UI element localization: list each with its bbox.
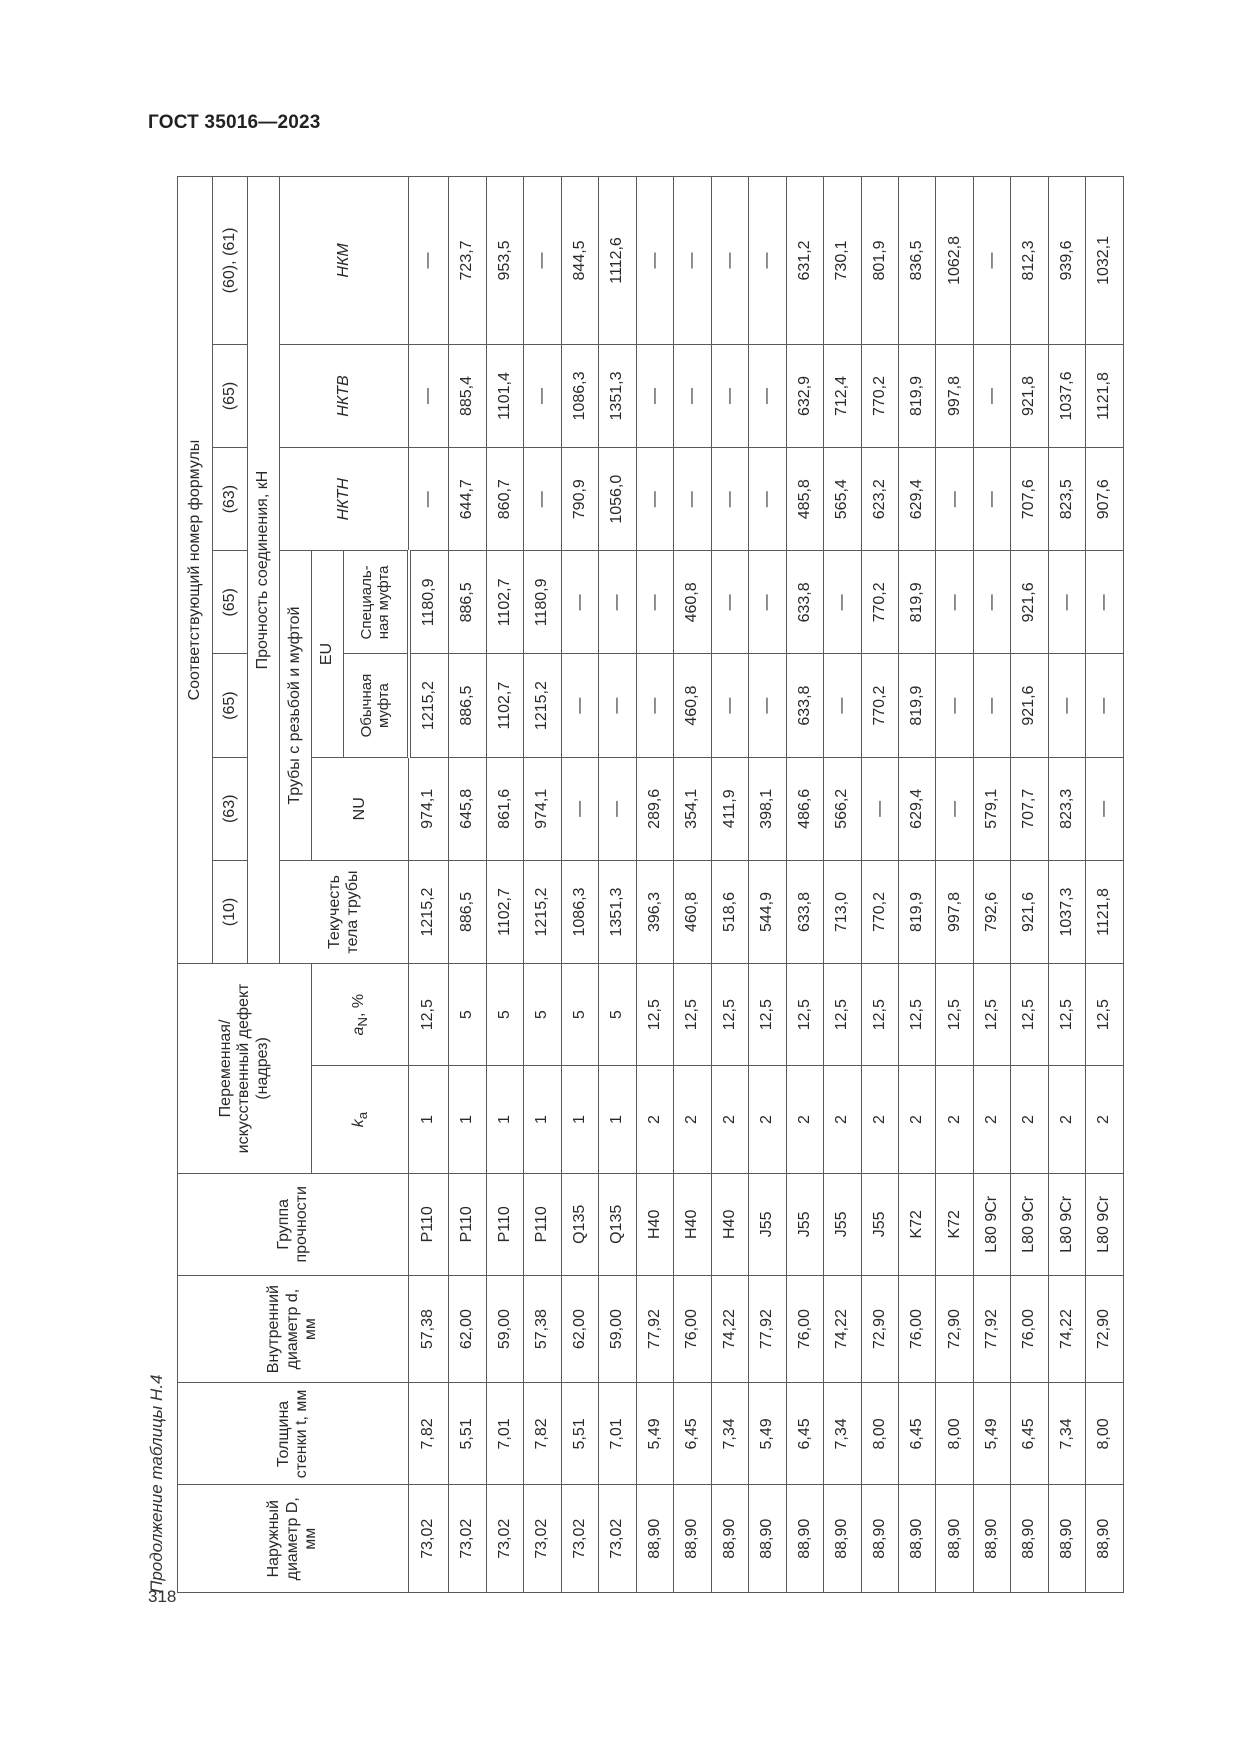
cell-strength-grade: P110 [449, 1173, 486, 1275]
formula-code: (60), (61) [213, 177, 248, 345]
cell-nkm: 1032,1 [1086, 177, 1124, 345]
table-row [561, 177, 598, 1593]
cell-outer-diameter: 73,02 [599, 1485, 636, 1593]
cell-nktn: — [973, 448, 1010, 551]
cell-yield-body: 886,5 [449, 860, 486, 963]
cell-strength-grade: P110 [409, 1173, 449, 1275]
cell-an: 12,5 [711, 964, 748, 1066]
cell-eu-regular: — [936, 654, 973, 757]
cell-inner-diameter: 57,38 [524, 1275, 561, 1383]
cell-yield-body: 713,0 [824, 860, 861, 963]
cell-eu-regular: 886,5 [449, 654, 486, 757]
cell-wall-thickness: 7,01 [599, 1383, 636, 1485]
cell-an: 5 [599, 964, 636, 1066]
cell-nktn: 823,5 [1048, 448, 1085, 551]
formula-code: (65) [213, 344, 248, 447]
cell-nu: — [599, 757, 636, 860]
cell-inner-diameter: 57,38 [409, 1275, 449, 1383]
cell-yield-body: 997,8 [936, 860, 973, 963]
cell-eu-special: 633,8 [786, 551, 823, 654]
cell-an: 12,5 [786, 964, 823, 1066]
cell-nkm: 1062,8 [936, 177, 973, 345]
cell-an: 12,5 [899, 964, 936, 1066]
cell-an: 5 [561, 964, 598, 1066]
cell-yield-body: 1215,2 [409, 860, 449, 963]
cell-ka: 2 [824, 1066, 861, 1174]
cell-yield-body: 921,6 [1011, 860, 1048, 963]
cell-inner-diameter: 62,00 [449, 1275, 486, 1383]
cell-an: 12,5 [636, 964, 673, 1066]
cell-nu: 823,3 [1048, 757, 1085, 860]
cell-nktv: — [674, 344, 711, 447]
cell-nkm: — [973, 177, 1010, 345]
cell-wall-thickness: 5,49 [636, 1383, 673, 1485]
cell-outer-diameter: 88,90 [636, 1485, 673, 1593]
cell-nktv: — [409, 344, 449, 447]
cell-an: 12,5 [936, 964, 973, 1066]
cell-strength-grade: L80 9Cr [973, 1173, 1010, 1275]
cell-ka: 2 [636, 1066, 673, 1174]
cell-eu-regular: 1102,7 [486, 654, 523, 757]
cell-outer-diameter: 88,90 [674, 1485, 711, 1593]
cell-nu: 354,1 [674, 757, 711, 860]
cell-nu: 289,6 [636, 757, 673, 860]
table-row [409, 177, 449, 1593]
cell-yield-body: 633,8 [786, 860, 823, 963]
header-nktn: НКТН [280, 448, 409, 551]
cell-nu: — [1086, 757, 1124, 860]
cell-nu: 645,8 [449, 757, 486, 860]
cell-inner-diameter: 77,92 [973, 1275, 1010, 1383]
cell-nkm: — [674, 177, 711, 345]
cell-eu-special: 886,5 [449, 551, 486, 654]
cell-wall-thickness: 7,82 [524, 1383, 561, 1485]
cell-nkm: 801,9 [861, 177, 898, 345]
cell-eu-special: — [1048, 551, 1085, 654]
cell-nu: 974,1 [409, 757, 449, 860]
table-row [899, 177, 936, 1593]
cell-nktv: — [636, 344, 673, 447]
table-row [1048, 177, 1085, 1593]
formula-code: (65) [213, 551, 248, 654]
cell-ka: 2 [1048, 1066, 1085, 1174]
table-row [524, 177, 561, 1593]
header-eu-special: Специаль-ная муфта [344, 551, 409, 654]
header-nu: NU [312, 757, 409, 860]
cell-inner-diameter: 59,00 [599, 1275, 636, 1383]
cell-ka: 2 [973, 1066, 1010, 1174]
cell-inner-diameter: 77,92 [749, 1275, 786, 1383]
cell-nu: 861,6 [486, 757, 523, 860]
cell-nu: 707,7 [1011, 757, 1048, 860]
cell-nktv: 819,9 [899, 344, 936, 447]
header-threaded-coupled: Трубы с резьбой и муфтой [280, 551, 312, 861]
cell-strength-grade: H40 [636, 1173, 673, 1275]
cell-ka: 2 [711, 1066, 748, 1174]
cell-yield-body: 1102,7 [486, 860, 523, 963]
cell-nktv: 632,9 [786, 344, 823, 447]
cell-eu-regular: — [1086, 654, 1124, 757]
cell-nkm: 1112,6 [599, 177, 636, 345]
table-row [786, 177, 823, 1593]
cell-strength-grade: H40 [711, 1173, 748, 1275]
cell-nu: 579,1 [973, 757, 1010, 860]
formula-code: (63) [213, 448, 248, 551]
cell-inner-diameter: 74,22 [711, 1275, 748, 1383]
cell-wall-thickness: 6,45 [1011, 1383, 1048, 1485]
cell-an: 5 [524, 964, 561, 1066]
cell-yield-body: 544,9 [749, 860, 786, 963]
header-an: $a_N$, % [312, 964, 409, 1066]
cell-eu-special: — [824, 551, 861, 654]
cell-strength-grade: P110 [524, 1173, 561, 1275]
cell-wall-thickness: 7,34 [824, 1383, 861, 1485]
cell-outer-diameter: 88,90 [1048, 1485, 1085, 1593]
cell-eu-regular: 770,2 [861, 654, 898, 757]
cell-eu-regular: 1215,2 [524, 654, 561, 757]
cell-yield-body: 396,3 [636, 860, 673, 963]
cell-eu-regular: 460,8 [674, 654, 711, 757]
cell-eu-regular: — [824, 654, 861, 757]
cell-nktv: 1351,3 [599, 344, 636, 447]
cell-nu: — [861, 757, 898, 860]
cell-yield-body: 460,8 [674, 860, 711, 963]
cell-inner-diameter: 62,00 [561, 1275, 598, 1383]
header-eu-regular: Обычная муфта [344, 654, 409, 757]
cell-nktv: 1101,4 [486, 344, 523, 447]
cell-inner-diameter: 72,90 [861, 1275, 898, 1383]
page-number: 318 [148, 1587, 177, 1606]
cell-eu-regular: — [636, 654, 673, 757]
table-row [749, 177, 786, 1593]
header-formula-number: Соответствующий номер формулы [178, 177, 213, 964]
header-inner-diameter: Внутренний диаметр d, мм [178, 1275, 409, 1383]
cell-nkm: 723,7 [449, 177, 486, 345]
cell-nkm: — [409, 177, 449, 345]
cell-nktv: 1037,6 [1048, 344, 1085, 447]
cell-nktn: — [409, 448, 449, 551]
cell-wall-thickness: 5,51 [449, 1383, 486, 1485]
cell-nu: 566,2 [824, 757, 861, 860]
cell-nktn: — [524, 448, 561, 551]
cell-yield-body: 792,6 [973, 860, 1010, 963]
document-header: ГОСТ 35016—2023 [148, 112, 321, 133]
header-strength-grade: Группа прочности [178, 1173, 409, 1275]
cell-outer-diameter: 88,90 [973, 1485, 1010, 1593]
cell-yield-body: 1351,3 [599, 860, 636, 963]
formula-code: (63) [213, 757, 248, 860]
cell-nkm: 836,5 [899, 177, 936, 345]
cell-nkm: 631,2 [786, 177, 823, 345]
cell-eu-special: — [749, 551, 786, 654]
cell-nktv: 770,2 [861, 344, 898, 447]
cell-outer-diameter: 88,90 [786, 1485, 823, 1593]
cell-ka: 2 [1086, 1066, 1124, 1174]
cell-wall-thickness: 5,51 [561, 1383, 598, 1485]
table-caption: Продолжение таблицы Н.4 [147, 1374, 166, 1593]
cell-eu-special: 460,8 [674, 551, 711, 654]
cell-eu-special: — [1086, 551, 1124, 654]
table-row [824, 177, 861, 1593]
cell-strength-grade: L80 9Cr [1011, 1173, 1048, 1275]
cell-nktn: 707,6 [1011, 448, 1048, 551]
cell-ka: 1 [449, 1066, 486, 1174]
cell-eu-regular: — [599, 654, 636, 757]
cell-nktv: — [711, 344, 748, 447]
cell-strength-grade: Q135 [599, 1173, 636, 1275]
cell-ka: 2 [861, 1066, 898, 1174]
cell-wall-thickness: 5,49 [749, 1383, 786, 1485]
cell-eu-regular: — [711, 654, 748, 757]
cell-an: 12,5 [1011, 964, 1048, 1066]
cell-ka: 2 [749, 1066, 786, 1174]
cell-nu: 974,1 [524, 757, 561, 860]
cell-eu-regular: 1215,2 [409, 654, 449, 757]
cell-nktn: 644,7 [449, 448, 486, 551]
formula-code: (65) [213, 654, 248, 757]
cell-outer-diameter: 88,90 [861, 1485, 898, 1593]
cell-eu-regular: — [1048, 654, 1085, 757]
cell-an: 5 [449, 964, 486, 1066]
table-row [674, 177, 711, 1593]
cell-ka: 2 [674, 1066, 711, 1174]
cell-wall-thickness: 8,00 [936, 1383, 973, 1485]
cell-eu-regular: — [561, 654, 598, 757]
header-yield-body: Текучесть тела трубы [280, 860, 409, 963]
cell-inner-diameter: 72,90 [936, 1275, 973, 1383]
cell-wall-thickness: 6,45 [674, 1383, 711, 1485]
cell-nktv: — [749, 344, 786, 447]
cell-inner-diameter: 74,22 [1048, 1275, 1085, 1383]
cell-inner-diameter: 59,00 [486, 1275, 523, 1383]
cell-ka: 1 [486, 1066, 523, 1174]
rotated-table-area [137, 176, 1124, 1593]
cell-outer-diameter: 88,90 [1011, 1485, 1048, 1593]
cell-eu-special: 1102,7 [486, 551, 523, 654]
cell-eu-special: 770,2 [861, 551, 898, 654]
cell-eu-special: 921,6 [1011, 551, 1048, 654]
cell-outer-diameter: 73,02 [409, 1485, 449, 1593]
table-row [486, 177, 523, 1593]
cell-eu-special: — [973, 551, 1010, 654]
cell-nkm: 844,5 [561, 177, 598, 345]
header-wall-thickness: Толщина стенки t, мм [178, 1383, 409, 1485]
cell-eu-special: — [561, 551, 598, 654]
cell-nktn: 860,7 [486, 448, 523, 551]
cell-ka: 2 [936, 1066, 973, 1174]
cell-an: 12,5 [824, 964, 861, 1066]
cell-nktv: — [524, 344, 561, 447]
cell-strength-grade: Q135 [561, 1173, 598, 1275]
cell-inner-diameter: 76,00 [786, 1275, 823, 1383]
cell-nktn: — [674, 448, 711, 551]
cell-strength-grade: J55 [824, 1173, 861, 1275]
table-row [599, 177, 636, 1593]
table-row [1011, 177, 1048, 1593]
cell-nu: 411,9 [711, 757, 748, 860]
cell-outer-diameter: 88,90 [711, 1485, 748, 1593]
header-eu: EU [312, 551, 344, 757]
cell-strength-grade: P110 [486, 1173, 523, 1275]
cell-nktn: 629,4 [899, 448, 936, 551]
table-row [1086, 177, 1124, 1593]
cell-wall-thickness: 7,01 [486, 1383, 523, 1485]
cell-ka: 1 [409, 1066, 449, 1174]
cell-eu-regular: 819,9 [899, 654, 936, 757]
cell-wall-thickness: 8,00 [861, 1383, 898, 1485]
cell-eu-special: 819,9 [899, 551, 936, 654]
cell-wall-thickness: 8,00 [1086, 1383, 1124, 1485]
cell-nkm: 939,6 [1048, 177, 1085, 345]
cell-nkm: 953,5 [486, 177, 523, 345]
cell-eu-special: 1180,9 [524, 551, 561, 654]
cell-ka: 1 [599, 1066, 636, 1174]
table-row [449, 177, 486, 1593]
cell-nktn: — [636, 448, 673, 551]
cell-nkm: 730,1 [824, 177, 861, 345]
cell-yield-body: 770,2 [861, 860, 898, 963]
cell-an: 12,5 [973, 964, 1010, 1066]
cell-eu-special: — [599, 551, 636, 654]
cell-an: 12,5 [674, 964, 711, 1066]
cell-nktv: 1121,8 [1086, 344, 1124, 447]
cell-outer-diameter: 88,90 [749, 1485, 786, 1593]
cell-strength-grade: H40 [674, 1173, 711, 1275]
cell-strength-grade: K72 [936, 1173, 973, 1275]
table-row [636, 177, 673, 1593]
cell-strength-grade: L80 9Cr [1048, 1173, 1085, 1275]
header-nktv: НКТВ [280, 344, 409, 447]
cell-nktn: 485,8 [786, 448, 823, 551]
cell-outer-diameter: 73,02 [561, 1485, 598, 1593]
cell-inner-diameter: 76,00 [1011, 1275, 1048, 1383]
cell-strength-grade: J55 [786, 1173, 823, 1275]
cell-outer-diameter: 88,90 [899, 1485, 936, 1593]
cell-nu: — [936, 757, 973, 860]
cell-nkm: — [524, 177, 561, 345]
cell-nktv: — [973, 344, 1010, 447]
cell-yield-body: 518,6 [711, 860, 748, 963]
cell-an: 12,5 [861, 964, 898, 1066]
cell-eu-regular: — [973, 654, 1010, 757]
cell-ka: 1 [561, 1066, 598, 1174]
cell-inner-diameter: 77,92 [636, 1275, 673, 1383]
header-connection-strength: Прочность соединения, кН [248, 177, 280, 964]
cell-outer-diameter: 88,90 [1086, 1485, 1124, 1593]
cell-nkm: — [636, 177, 673, 345]
cell-strength-grade: J55 [749, 1173, 786, 1275]
cell-outer-diameter: 73,02 [486, 1485, 523, 1593]
cell-nktn: 565,4 [824, 448, 861, 551]
cell-eu-special: — [711, 551, 748, 654]
cell-inner-diameter: 76,00 [674, 1275, 711, 1383]
header-nkm: НКМ [280, 177, 409, 345]
cell-wall-thickness: 6,45 [786, 1383, 823, 1485]
cell-nktn: — [711, 448, 748, 551]
cell-outer-diameter: 73,02 [524, 1485, 561, 1593]
cell-strength-grade: K72 [899, 1173, 936, 1275]
cell-outer-diameter: 88,90 [824, 1485, 861, 1593]
cell-an: 12,5 [1048, 964, 1085, 1066]
cell-nktv: 885,4 [449, 344, 486, 447]
cell-nkm: 812,3 [1011, 177, 1048, 345]
cell-wall-thickness: 7,34 [711, 1383, 748, 1485]
cell-eu-special: — [636, 551, 673, 654]
cell-yield-body: 1086,3 [561, 860, 598, 963]
cell-wall-thickness: 7,34 [1048, 1383, 1085, 1485]
cell-an: 12,5 [1086, 964, 1124, 1066]
header-ka: $k_a$ [312, 1066, 409, 1174]
table-body [409, 177, 1124, 1593]
cell-strength-grade: J55 [861, 1173, 898, 1275]
cell-ka: 1 [524, 1066, 561, 1174]
cell-nktn: 623,2 [861, 448, 898, 551]
cell-nktv: 712,4 [824, 344, 861, 447]
header-outer-diameter: Наружный диаметр D, мм [178, 1485, 409, 1593]
cell-nktv: 921,8 [1011, 344, 1048, 447]
cell-yield-body: 819,9 [899, 860, 936, 963]
data-table [177, 176, 1124, 1593]
cell-nktn: 790,9 [561, 448, 598, 551]
cell-an: 5 [486, 964, 523, 1066]
cell-outer-diameter: 88,90 [936, 1485, 973, 1593]
table-row [936, 177, 973, 1593]
cell-eu-regular: 633,8 [786, 654, 823, 757]
cell-eu-special: 1180,9 [409, 551, 449, 654]
cell-nu: — [561, 757, 598, 860]
cell-nu: 486,6 [786, 757, 823, 860]
cell-strength-grade: L80 9Cr [1086, 1173, 1124, 1275]
cell-an: 12,5 [409, 964, 449, 1066]
cell-yield-body: 1037,3 [1048, 860, 1085, 963]
table-row [973, 177, 1010, 1593]
cell-nktn: — [749, 448, 786, 551]
header-defect: Переменная/ искусственный дефект (надрез) [178, 964, 312, 1174]
cell-ka: 2 [899, 1066, 936, 1174]
cell-nu: 629,4 [899, 757, 936, 860]
cell-outer-diameter: 73,02 [449, 1485, 486, 1593]
cell-nu: 398,1 [749, 757, 786, 860]
cell-ka: 2 [1011, 1066, 1048, 1174]
cell-nktv: 1086,3 [561, 344, 598, 447]
cell-inner-diameter: 74,22 [824, 1275, 861, 1383]
cell-yield-body: 1121,8 [1086, 860, 1124, 963]
cell-wall-thickness: 5,49 [973, 1383, 1010, 1485]
cell-inner-diameter: 72,90 [1086, 1275, 1124, 1383]
table-row [711, 177, 748, 1593]
cell-ka: 2 [786, 1066, 823, 1174]
cell-eu-special: — [936, 551, 973, 654]
cell-yield-body: 1215,2 [524, 860, 561, 963]
cell-nktn: 907,6 [1086, 448, 1124, 551]
cell-eu-regular: 921,6 [1011, 654, 1048, 757]
cell-an: 12,5 [749, 964, 786, 1066]
cell-nkm: — [711, 177, 748, 345]
cell-wall-thickness: 7,82 [409, 1383, 449, 1485]
cell-nkm: — [749, 177, 786, 345]
table-row [861, 177, 898, 1593]
cell-nktn: — [936, 448, 973, 551]
cell-inner-diameter: 76,00 [899, 1275, 936, 1383]
cell-nktn: 1056,0 [599, 448, 636, 551]
cell-eu-regular: — [749, 654, 786, 757]
formula-code: (10) [213, 860, 248, 963]
cell-wall-thickness: 6,45 [899, 1383, 936, 1485]
cell-nktv: 997,8 [936, 344, 973, 447]
